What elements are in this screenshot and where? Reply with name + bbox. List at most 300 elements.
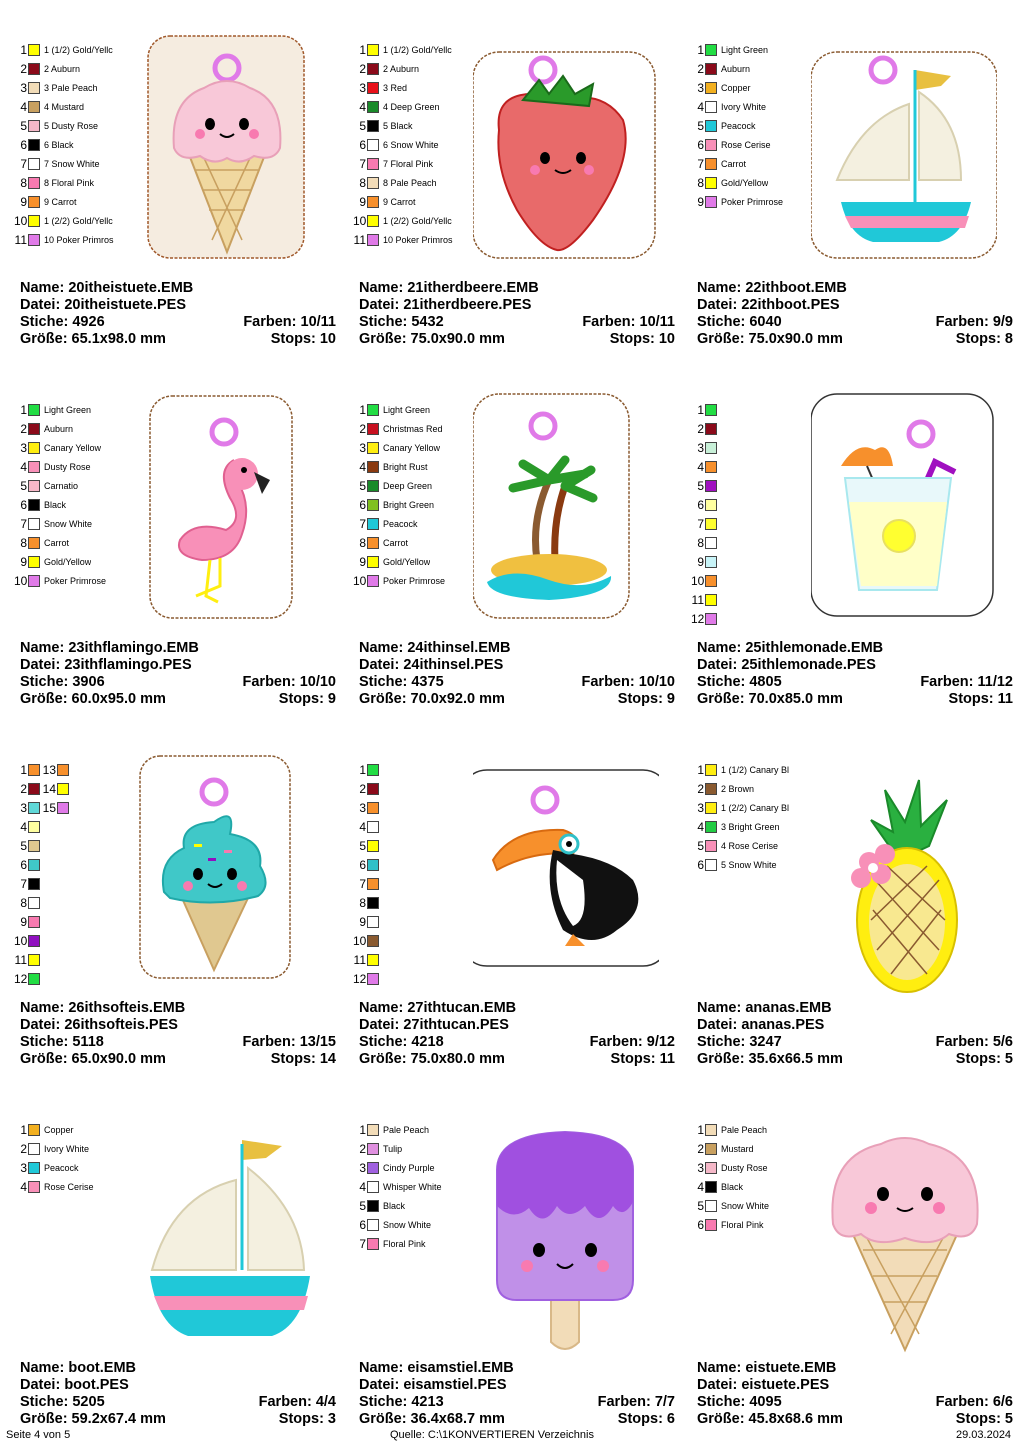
color-swatch xyxy=(28,783,40,795)
thread-color-name: Cindy Purple xyxy=(383,1162,435,1173)
design-preview-flamingo-tag xyxy=(134,390,320,640)
design-preview-sailboat-tag xyxy=(811,30,997,280)
color-swatch xyxy=(367,1200,379,1212)
color-legend-row xyxy=(353,1234,442,1253)
color-index: 1 xyxy=(20,402,27,417)
info-row xyxy=(697,1411,1013,1428)
color-swatch xyxy=(705,499,717,511)
color-swatch xyxy=(28,158,40,170)
color-legend xyxy=(691,40,783,211)
thread-color-name: Floral Pink xyxy=(383,1238,426,1249)
color-swatch xyxy=(28,215,40,227)
color-index: 6 xyxy=(697,857,704,872)
color-swatch xyxy=(28,423,40,435)
color-index: 4 xyxy=(20,99,27,114)
color-legend-row xyxy=(353,457,445,476)
thread-color-name: 3 Red xyxy=(383,82,408,93)
color-legend xyxy=(353,40,453,249)
color-legend-row xyxy=(14,893,69,912)
color-index: 8 xyxy=(359,895,366,910)
design-name: Name: eistuete.EMB xyxy=(697,1360,837,1376)
color-swatch xyxy=(705,423,717,435)
info-row xyxy=(20,1411,336,1428)
stitch-count: Stiche: 4218 xyxy=(359,1034,444,1050)
info-row xyxy=(359,1017,675,1034)
color-swatch xyxy=(367,973,379,985)
color-legend xyxy=(353,400,445,590)
design-name: Name: 20itheistuete.EMB xyxy=(20,280,194,296)
color-index: 4 xyxy=(697,1179,704,1194)
color-legend-row xyxy=(353,1196,442,1215)
color-legend-row xyxy=(14,154,114,173)
color-swatch xyxy=(367,878,379,890)
color-swatch xyxy=(28,764,40,776)
color-index: 4 xyxy=(359,459,366,474)
design-preview-ice-cream-tag xyxy=(134,30,320,280)
design-size: Größe: 70.0x85.0 mm xyxy=(697,691,843,707)
color-count: Farben: 11/12 xyxy=(920,674,1013,690)
info-row xyxy=(359,674,675,691)
color-index: 2 xyxy=(20,421,27,436)
color-legend-row xyxy=(14,173,114,192)
color-legend-row xyxy=(691,1120,769,1139)
color-index: 9 xyxy=(20,194,27,209)
color-legend xyxy=(14,1120,94,1196)
color-legend-row xyxy=(14,78,114,97)
info-row xyxy=(20,1034,336,1051)
color-swatch xyxy=(705,139,717,151)
color-swatch xyxy=(705,158,717,170)
color-legend-row xyxy=(691,1177,769,1196)
color-swatch xyxy=(705,480,717,492)
design-size: Größe: 75.0x90.0 mm xyxy=(697,331,843,347)
color-swatch xyxy=(57,802,69,814)
design-preview-pineapple xyxy=(811,750,997,1000)
thread-color-name: Carrot xyxy=(44,537,70,548)
color-legend-row xyxy=(14,116,114,135)
thread-color-name: 5 Snow White xyxy=(721,859,777,870)
color-legend-row xyxy=(353,1215,442,1234)
color-legend-row xyxy=(14,779,69,798)
color-index: 2 xyxy=(359,421,366,436)
stop-count: Stops: 3 xyxy=(278,1411,336,1427)
color-index: 3 xyxy=(20,440,27,455)
color-index: 11 xyxy=(14,232,27,247)
design-cell xyxy=(349,370,687,730)
color-index: 2 xyxy=(697,781,704,796)
color-index: 12 xyxy=(14,971,28,986)
color-index: 5 xyxy=(20,478,27,493)
color-index: 4 xyxy=(20,1179,27,1194)
thread-color-name: Auburn xyxy=(721,63,751,74)
color-index: 2 xyxy=(697,1141,704,1156)
color-index: 12 xyxy=(353,971,367,986)
color-swatch xyxy=(28,44,40,56)
color-legend-row xyxy=(14,419,106,438)
color-swatch xyxy=(367,802,379,814)
stop-count: Stops: 11 xyxy=(610,1051,675,1067)
color-index: 7 xyxy=(697,516,704,531)
thread-color-name: Black xyxy=(383,1200,406,1211)
thread-color-name: 5 Dusty Rose xyxy=(44,120,99,131)
color-index: 4 xyxy=(697,459,704,474)
color-swatch xyxy=(705,859,717,871)
thread-color-name: Bright Green xyxy=(383,499,435,510)
color-swatch xyxy=(367,44,379,56)
design-cell xyxy=(687,730,1024,1090)
color-swatch xyxy=(28,101,40,113)
color-legend-row xyxy=(691,59,783,78)
design-name: Name: 27ithtucan.EMB xyxy=(359,1000,517,1016)
color-legend-row xyxy=(691,40,783,59)
color-index: 5 xyxy=(697,478,704,493)
color-swatch xyxy=(28,954,40,966)
color-legend-row xyxy=(691,760,789,779)
info-row xyxy=(697,657,1013,674)
info-row xyxy=(20,1051,336,1068)
color-index: 6 xyxy=(359,137,366,152)
color-legend-row xyxy=(691,1158,769,1177)
color-legend-row xyxy=(14,798,69,817)
color-swatch xyxy=(28,973,40,985)
color-count: Farben: 10/11 xyxy=(582,314,675,330)
color-swatch xyxy=(705,120,717,132)
thread-color-name: 1 (2/2) Gold/Yellc xyxy=(383,215,452,226)
design-preview-toucan-tag xyxy=(473,750,659,1000)
color-index: 1 xyxy=(697,762,704,777)
color-index: 11 xyxy=(14,952,27,967)
color-index: 6 xyxy=(359,857,366,872)
design-info xyxy=(697,1000,1013,1068)
color-legend-row xyxy=(353,1139,442,1158)
color-legend-row xyxy=(353,59,453,78)
design-size: Größe: 36.4x68.7 mm xyxy=(359,1411,505,1427)
color-legend xyxy=(691,1120,769,1234)
thread-color-name: Canary Yellow xyxy=(44,442,102,453)
design-cell xyxy=(687,370,1024,730)
color-swatch xyxy=(28,916,40,928)
color-swatch xyxy=(28,1124,40,1136)
stitch-count: Stiche: 4213 xyxy=(359,1394,444,1410)
info-row xyxy=(697,297,1013,314)
thread-color-name: Deep Green xyxy=(383,480,433,491)
color-index: 9 xyxy=(359,914,366,929)
color-legend-row xyxy=(353,533,445,552)
color-index: 8 xyxy=(697,175,704,190)
color-index: 1 xyxy=(20,1122,27,1137)
color-legend-row xyxy=(14,1177,94,1196)
color-legend-row xyxy=(691,514,717,533)
color-count: Farben: 13/15 xyxy=(242,1034,336,1050)
color-legend-row xyxy=(14,855,69,874)
info-row xyxy=(359,297,675,314)
thread-color-name: 6 Snow White xyxy=(383,139,439,150)
color-legend-row xyxy=(14,438,106,457)
color-swatch xyxy=(367,821,379,833)
color-index: 5 xyxy=(697,118,704,133)
stop-count: Stops: 10 xyxy=(609,331,675,347)
color-swatch xyxy=(28,234,40,246)
design-file: Datei: 25ithlemonade.PES xyxy=(697,657,876,673)
design-preview-strawberry-tag xyxy=(473,30,659,280)
stitch-count: Stiche: 5118 xyxy=(20,1034,104,1050)
color-index: 3 xyxy=(20,1160,27,1175)
color-index: 6 xyxy=(697,1217,704,1232)
color-swatch xyxy=(28,1143,40,1155)
design-file: Datei: ananas.PES xyxy=(697,1017,825,1033)
color-legend-row xyxy=(353,912,379,931)
color-legend-row xyxy=(691,1196,769,1215)
info-row xyxy=(359,1034,675,1051)
color-index: 4 xyxy=(359,1179,366,1194)
info-row xyxy=(20,1377,336,1394)
color-index: 1 xyxy=(20,762,27,777)
thread-color-name: 2 Brown xyxy=(721,783,755,794)
color-swatch xyxy=(28,537,40,549)
color-legend-row xyxy=(353,798,379,817)
color-swatch xyxy=(367,859,379,871)
color-legend-row xyxy=(691,457,717,476)
color-legend-row xyxy=(14,211,114,230)
info-row xyxy=(697,1000,1013,1017)
color-index: 14 xyxy=(42,781,56,796)
color-index: 1 xyxy=(697,1122,704,1137)
thread-color-name: 4 Rose Cerise xyxy=(721,840,779,851)
thread-color-name: 3 Bright Green xyxy=(721,821,780,832)
color-legend-row xyxy=(14,192,114,211)
color-legend-row xyxy=(691,135,783,154)
color-legend-row xyxy=(691,192,783,211)
stop-count: Stops: 8 xyxy=(955,331,1013,347)
color-index: 2 xyxy=(20,1141,27,1156)
color-legend-row xyxy=(691,438,717,457)
thread-color-name: Black xyxy=(721,1181,744,1192)
color-index: 7 xyxy=(359,516,366,531)
color-count: Farben: 7/7 xyxy=(597,1394,675,1410)
color-legend-row xyxy=(14,135,114,154)
color-legend-row xyxy=(14,495,106,514)
color-swatch xyxy=(28,840,40,852)
thread-color-name: Poker Primrose xyxy=(44,575,107,586)
thread-color-name: Whisper White xyxy=(383,1181,442,1192)
info-row xyxy=(359,1377,675,1394)
color-legend-row xyxy=(14,457,106,476)
design-size: Größe: 59.2x67.4 mm xyxy=(20,1411,166,1427)
thread-color-name: 10 Poker Primros xyxy=(383,234,453,245)
thread-color-name: Snow White xyxy=(383,1219,432,1230)
design-name: Name: ananas.EMB xyxy=(697,1000,832,1016)
color-legend-row xyxy=(691,1139,769,1158)
color-legend-row xyxy=(691,855,789,874)
thread-color-name: Ivory White xyxy=(721,101,767,112)
color-index: 10 xyxy=(14,213,28,228)
color-swatch xyxy=(705,1143,717,1155)
design-info xyxy=(359,640,675,708)
thread-color-name: Pale Peach xyxy=(721,1124,768,1135)
color-swatch xyxy=(705,177,717,189)
color-swatch xyxy=(28,120,40,132)
color-swatch xyxy=(367,234,379,246)
color-swatch xyxy=(28,556,40,568)
info-row xyxy=(359,1411,675,1428)
info-row xyxy=(20,1360,336,1377)
info-row xyxy=(697,674,1013,691)
color-legend-row xyxy=(353,419,445,438)
color-swatch xyxy=(28,1181,40,1193)
color-swatch xyxy=(705,613,717,625)
color-index: 3 xyxy=(697,80,704,95)
color-legend-row xyxy=(353,192,453,211)
info-row xyxy=(20,1017,336,1034)
color-legend-row xyxy=(691,154,783,173)
design-name: Name: boot.EMB xyxy=(20,1360,136,1376)
color-swatch xyxy=(28,802,40,814)
color-legend-row xyxy=(353,154,453,173)
info-row xyxy=(697,1360,1013,1377)
info-row xyxy=(697,691,1013,708)
color-swatch xyxy=(28,139,40,151)
color-swatch xyxy=(367,575,379,587)
thread-color-name: Dusty Rose xyxy=(44,461,91,472)
thread-color-name: 1 (1/2) Gold/Yellc xyxy=(44,44,113,55)
design-size: Größe: 75.0x90.0 mm xyxy=(359,331,505,347)
info-row xyxy=(697,1394,1013,1411)
stop-count: Stops: 6 xyxy=(617,1411,675,1427)
color-legend-row xyxy=(14,874,69,893)
color-swatch xyxy=(367,215,379,227)
color-index: 7 xyxy=(697,156,704,171)
color-legend-row xyxy=(14,476,106,495)
color-legend-row xyxy=(691,836,789,855)
color-swatch xyxy=(28,1162,40,1174)
thread-color-name: Copper xyxy=(721,82,751,93)
color-swatch xyxy=(57,764,69,776)
color-index: 9 xyxy=(359,554,366,569)
color-index: 4 xyxy=(359,99,366,114)
color-index: 1 xyxy=(359,1122,366,1137)
color-legend-row xyxy=(691,590,717,609)
stitch-count: Stiche: 4805 xyxy=(697,674,782,690)
color-swatch xyxy=(705,101,717,113)
color-legend-row xyxy=(14,97,114,116)
color-swatch xyxy=(28,82,40,94)
color-swatch xyxy=(28,935,40,947)
stitch-count: Stiche: 6040 xyxy=(697,314,782,330)
color-swatch xyxy=(367,120,379,132)
color-swatch xyxy=(367,1162,379,1174)
thread-color-name: Snow White xyxy=(721,1200,770,1211)
color-swatch xyxy=(705,594,717,606)
color-legend-row xyxy=(14,969,69,988)
color-index: 13 xyxy=(42,762,56,777)
color-index: 9 xyxy=(359,194,366,209)
color-index: 5 xyxy=(697,1198,704,1213)
color-legend-row xyxy=(353,836,379,855)
color-legend-row xyxy=(353,135,453,154)
color-index: 11 xyxy=(353,232,366,247)
design-file: Datei: 20itheistuete.PES xyxy=(20,297,186,313)
thread-color-name: 5 Black xyxy=(383,120,413,131)
color-swatch xyxy=(367,556,379,568)
color-swatch xyxy=(28,177,40,189)
print-date: 29.03.2024 xyxy=(956,1429,1012,1441)
color-index: 3 xyxy=(20,800,27,815)
color-legend-row xyxy=(353,931,379,950)
color-swatch xyxy=(367,916,379,928)
page-number: Seite 4 von 5 xyxy=(6,1429,71,1441)
color-index: 9 xyxy=(20,914,27,929)
color-legend-row xyxy=(691,609,717,628)
color-swatch xyxy=(367,480,379,492)
color-index: 7 xyxy=(359,876,366,891)
color-index: 8 xyxy=(20,895,27,910)
color-swatch xyxy=(705,404,717,416)
color-index: 11 xyxy=(691,592,704,607)
design-cell xyxy=(10,730,348,1090)
color-swatch xyxy=(28,859,40,871)
color-index: 6 xyxy=(359,1217,366,1232)
color-index: 3 xyxy=(20,80,27,95)
color-swatch xyxy=(705,63,717,75)
info-row xyxy=(20,314,336,331)
color-legend-row xyxy=(353,552,445,571)
thread-color-name: Christmas Red xyxy=(383,423,443,434)
info-row xyxy=(359,657,675,674)
color-count: Farben: 5/6 xyxy=(935,1034,1013,1050)
color-index: 7 xyxy=(20,876,27,891)
color-legend-row xyxy=(691,78,783,97)
design-preview-boat xyxy=(120,1110,330,1360)
color-legend-row xyxy=(353,476,445,495)
color-swatch xyxy=(367,1143,379,1155)
color-legend-row xyxy=(691,798,789,817)
color-legend-row xyxy=(353,969,379,988)
color-index: 9 xyxy=(697,194,704,209)
info-row xyxy=(359,1394,675,1411)
thread-color-name: Rose Cerise xyxy=(44,1181,94,1192)
color-swatch xyxy=(367,139,379,151)
info-row xyxy=(359,640,675,657)
color-swatch xyxy=(367,1219,379,1231)
color-legend-row xyxy=(353,438,445,457)
color-legend-row xyxy=(14,230,114,249)
thread-color-name: Light Green xyxy=(44,404,92,415)
info-row xyxy=(359,331,675,348)
thread-color-name: 8 Pale Peach xyxy=(383,177,437,188)
thread-color-name: 2 Auburn xyxy=(383,63,420,74)
color-index: 5 xyxy=(359,838,366,853)
info-row xyxy=(697,1017,1013,1034)
color-legend-row xyxy=(353,211,453,230)
design-size: Größe: 75.0x80.0 mm xyxy=(359,1051,505,1067)
design-file: Datei: boot.PES xyxy=(20,1377,129,1393)
color-legend-row xyxy=(14,1120,94,1139)
color-swatch xyxy=(367,783,379,795)
thread-color-name: 1 (2/2) Gold/Yellc xyxy=(44,215,113,226)
color-count: Farben: 9/9 xyxy=(935,314,1013,330)
info-row xyxy=(20,280,336,297)
color-legend-row xyxy=(691,97,783,116)
color-index: 2 xyxy=(20,61,27,76)
design-cell xyxy=(10,1090,348,1448)
info-row xyxy=(697,1051,1013,1068)
stitch-count: Stiche: 5432 xyxy=(359,314,444,330)
thread-color-name: 7 Snow White xyxy=(44,158,100,169)
info-row xyxy=(697,1377,1013,1394)
color-index: 6 xyxy=(20,857,27,872)
design-info xyxy=(20,640,336,708)
color-swatch xyxy=(28,480,40,492)
